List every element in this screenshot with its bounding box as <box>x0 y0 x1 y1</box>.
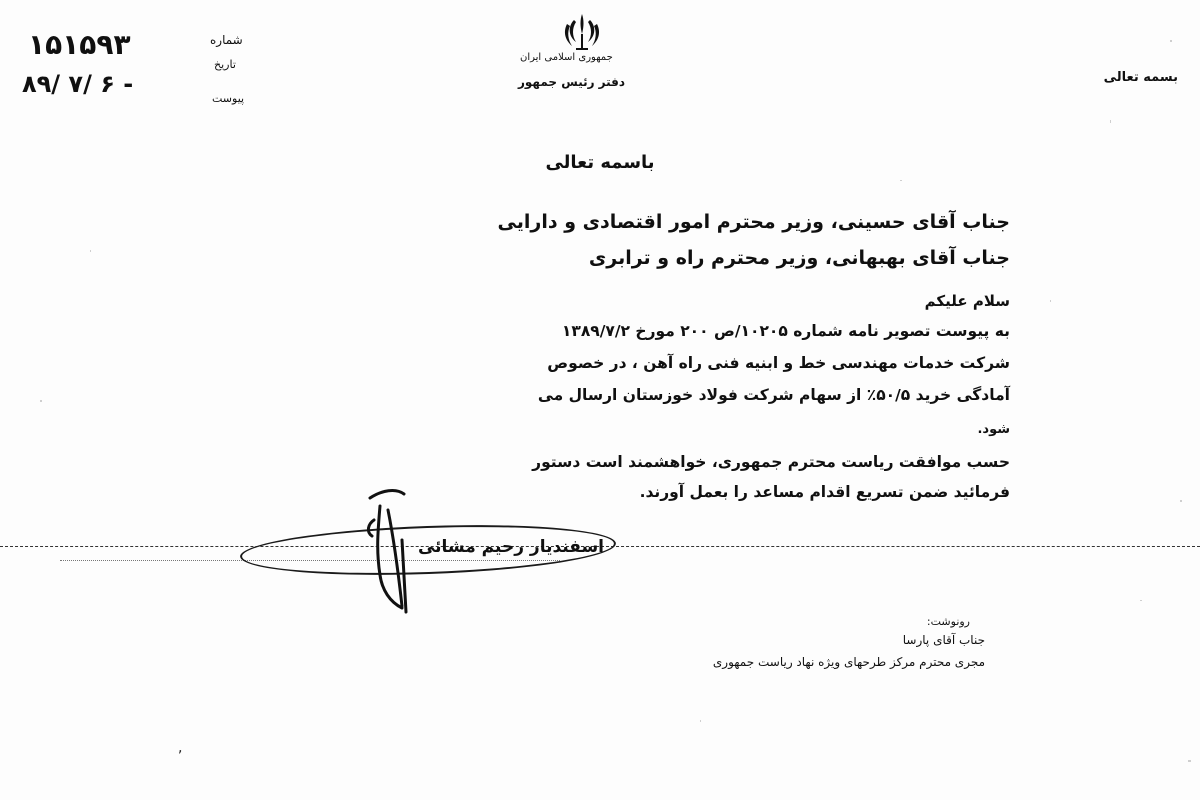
letterhead-country: جمهوری اسلامی ایران <box>520 52 613 63</box>
letterhead-office: دفتر رئیس جمهور <box>518 75 626 89</box>
date-label: تاریخ <box>214 58 236 71</box>
number-label: شماره <box>210 33 243 47</box>
handwritten-signature <box>330 480 440 620</box>
body-line: حسب موافقت ریاست محترم جمهوری، خواهشمند است دستور <box>532 453 1010 471</box>
body-line: فرمائید ضمن تسریع اقدام مساعد را بعمل آورند. <box>639 483 1010 501</box>
signatory-name: اسفندیار رحیم مشائی <box>417 537 604 557</box>
cc-line: جناب آقای پارسا <box>902 633 985 647</box>
addressee-line: جناب آقای بهبهانی، وزیر محترم راه و ترابری <box>588 247 1010 269</box>
addressee-line: جناب آقای حسینی، وزیر محترم امور اقتصادی و دارایی <box>497 211 1010 233</box>
national-emblem-icon <box>562 12 602 54</box>
body-line: به پیوست تصویر نامه شماره ۱۰۲۰۵/ص ۲۰۰ مورخ ۱۳۸۹/۷/۲ <box>561 322 1010 340</box>
cc-label: رونوشت: <box>926 615 970 628</box>
letter-number: ۱۵۱۵۹۳ <box>28 28 131 61</box>
greeting: سلام علیکم <box>924 292 1010 310</box>
body-line: شرکت خدمات مهندسی خط و ابنیه فنی راه آهن ، در خصوص <box>547 354 1010 372</box>
letter-date: ۸۹/ ۷/ ۶ - <box>22 70 134 98</box>
cc-line: مجری محترم مرکز طرحهای ویژه نهاد ریاست جمهوری <box>712 655 985 669</box>
body-line: آمادگی خرید ۵۰/۵٪ از سهام شرکت فولاد خوزستان ارسال می <box>537 386 1010 404</box>
scan-mark: , <box>178 740 183 756</box>
letterhead-invocation: بسمه تعالی <box>1103 70 1178 85</box>
letter-title: باسمه تعالی <box>545 152 655 173</box>
body-line: شود. <box>977 422 1010 437</box>
attachment-label: پیوست <box>212 92 245 105</box>
